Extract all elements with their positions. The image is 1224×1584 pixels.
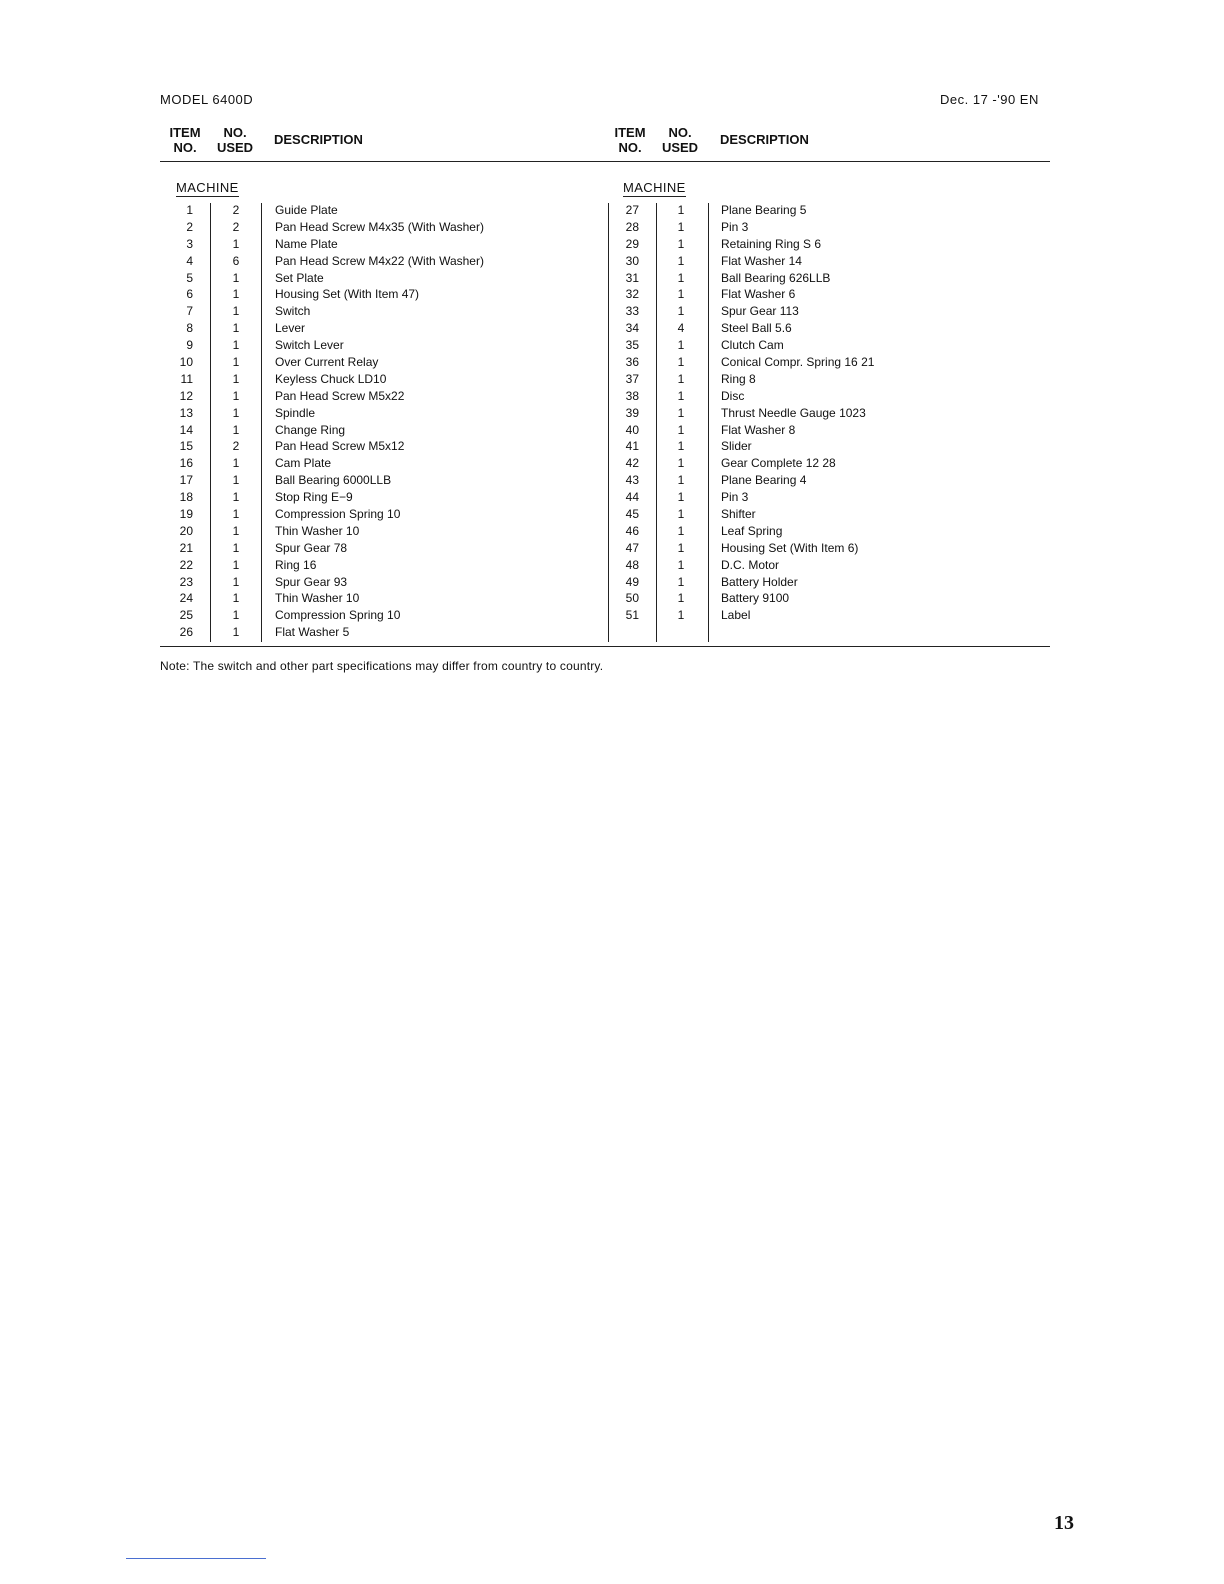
part-description: Conical Compr. Spring 16 21 — [721, 355, 875, 370]
part-description: Label — [721, 608, 751, 623]
item-number: 18 — [179, 490, 193, 505]
item-number: 7 — [186, 304, 193, 319]
item-number: 30 — [625, 253, 639, 268]
quantity-used: 1 — [677, 270, 685, 285]
part-description: Ball Bearing 626LLB — [721, 270, 831, 285]
part-description: Slider — [721, 439, 752, 454]
part-description: Spur Gear 113 — [721, 304, 799, 319]
item-number: 40 — [625, 422, 639, 437]
part-description: Flat Washer 8 — [721, 422, 796, 437]
quantity-used: 1 — [232, 523, 240, 538]
quantity-used: 1 — [677, 523, 685, 538]
item-number: 23 — [179, 574, 193, 589]
part-description: Shifter — [721, 507, 756, 522]
quantity-used: 1 — [677, 540, 685, 555]
quantity-used: 1 — [677, 253, 685, 268]
part-description: Disc — [721, 388, 745, 403]
item-number: 26 — [179, 625, 193, 640]
part-description: Flat Washer 5 — [275, 625, 350, 640]
quantity-used: 1 — [232, 422, 240, 437]
quantity-used: 1 — [232, 321, 240, 336]
quantity-used: 1 — [677, 355, 685, 370]
revision-date: Dec. 17 -'90 EN — [940, 92, 1039, 107]
footnote: Note: The switch and other part specifications may differ from country to country. — [160, 659, 604, 673]
item-number: 50 — [625, 591, 639, 606]
quantity-used: 1 — [677, 371, 685, 386]
item-number: 10 — [179, 355, 193, 370]
item-number: 42 — [625, 456, 639, 471]
page-number: 13 — [1054, 1512, 1074, 1534]
quantity-used: 1 — [677, 422, 685, 437]
header-no-used: NO. USED — [216, 125, 254, 155]
item-number: 49 — [625, 574, 639, 589]
item-number: 9 — [186, 338, 193, 353]
section-title: MACHINE — [176, 180, 239, 195]
item-number: 4 — [186, 253, 193, 268]
quantity-used: 2 — [232, 203, 240, 217]
part-description: Flat Washer 6 — [721, 287, 796, 302]
item-number: 8 — [186, 321, 193, 336]
part-description: Lever — [275, 321, 306, 336]
quantity-used: 1 — [677, 473, 685, 488]
part-description: Compression Spring 10 — [275, 507, 401, 522]
quantity-used: 1 — [232, 338, 240, 353]
quantity-used: 1 — [677, 574, 685, 589]
item-number: 6 — [186, 287, 193, 302]
part-description: Battery Holder — [721, 574, 798, 589]
item-number: 43 — [625, 473, 639, 488]
part-description: D.C. Motor — [721, 557, 780, 572]
header-no-used: NO. USED — [661, 125, 699, 155]
part-description: Steel Ball 5.6 — [721, 321, 792, 336]
header-description: DESCRIPTION — [720, 132, 809, 147]
item-number: 19 — [179, 507, 193, 522]
quantity-used: 1 — [232, 236, 240, 251]
quantity-used: 1 — [232, 456, 240, 471]
header-item-no: ITEM NO. — [169, 125, 201, 155]
quantity-used: 1 — [677, 608, 685, 623]
quantity-used: 1 — [232, 540, 240, 555]
part-description: Guide Plate — [275, 203, 338, 217]
quantity-used: 1 — [232, 388, 240, 403]
column-divider — [261, 203, 262, 642]
part-description: Plane Bearing 5 — [721, 203, 807, 217]
part-description: Keyless Chuck LD10 — [275, 371, 387, 386]
part-description: Thin Washer 10 — [275, 591, 360, 606]
part-description: Pan Head Screw M5x12 — [275, 439, 405, 454]
header-rule — [160, 161, 1050, 162]
quantity-used: 1 — [677, 219, 685, 234]
item-number: 47 — [625, 540, 639, 555]
part-description: Over Current Relay — [275, 355, 379, 370]
column-divider — [656, 203, 657, 642]
item-number: 28 — [625, 219, 639, 234]
part-description: Set Plate — [275, 270, 324, 285]
part-description: Gear Complete 12 28 — [721, 456, 836, 471]
quantity-used: 1 — [677, 507, 685, 522]
item-number: 24 — [179, 591, 193, 606]
quantity-used: 1 — [232, 355, 240, 370]
part-description: Switch Lever — [275, 338, 344, 353]
quantity-used: 1 — [232, 625, 240, 640]
item-number: 21 — [179, 540, 193, 555]
header-description: DESCRIPTION — [274, 132, 363, 147]
item-number: 35 — [625, 338, 639, 353]
column-divider — [708, 203, 709, 642]
footer-rule — [160, 646, 1050, 647]
part-description: Housing Set (With Item 6) — [721, 540, 859, 555]
quantity-used: 1 — [232, 591, 240, 606]
part-description: Retaining Ring S 6 — [721, 236, 822, 251]
quantity-used: 1 — [677, 287, 685, 302]
item-number: 25 — [179, 608, 193, 623]
item-number: 22 — [179, 557, 193, 572]
quantity-used: 1 — [677, 439, 685, 454]
quantity-used: 1 — [677, 388, 685, 403]
item-number: 11 — [180, 371, 193, 386]
item-number: 46 — [625, 523, 639, 538]
part-description: Spindle — [275, 405, 316, 420]
item-number: 48 — [625, 557, 639, 572]
item-number: 44 — [625, 490, 639, 505]
header-item-no: ITEM NO. — [614, 125, 646, 155]
part-description: Spur Gear 93 — [275, 574, 348, 589]
part-description: Name Plate — [275, 236, 338, 251]
quantity-used: 2 — [232, 219, 240, 234]
item-number: 16 — [179, 456, 193, 471]
quantity-used: 1 — [677, 236, 685, 251]
quantity-used: 1 — [232, 557, 240, 572]
quantity-used: 1 — [232, 473, 240, 488]
part-description: Thin Washer 10 — [275, 523, 360, 538]
item-number: 45 — [625, 507, 639, 522]
item-number: 17 — [179, 473, 193, 488]
part-description: Pan Head Screw M5x22 — [275, 388, 405, 403]
quantity-used: 1 — [232, 490, 240, 505]
quantity-used: 1 — [677, 338, 685, 353]
part-description: Spur Gear 78 — [275, 540, 348, 555]
quantity-used: 2 — [232, 439, 240, 454]
item-number: 15 — [179, 439, 193, 454]
item-number: 34 — [625, 321, 639, 336]
item-number: 27 — [625, 203, 639, 217]
model-label: MODEL 6400D — [160, 92, 254, 107]
footer-link-line — [126, 1558, 266, 1559]
item-number: 20 — [179, 523, 193, 538]
part-description: Plane Bearing 4 — [721, 473, 807, 488]
part-description: Ball Bearing 6000LLB — [275, 473, 392, 488]
part-description: Ring 16 — [275, 557, 317, 572]
quantity-used: 1 — [232, 371, 240, 386]
quantity-used: 1 — [232, 507, 240, 522]
section-title: MACHINE — [623, 180, 686, 195]
item-number: 39 — [625, 405, 639, 420]
item-number: 13 — [179, 405, 193, 420]
quantity-used: 1 — [677, 557, 685, 572]
item-number: 33 — [625, 304, 639, 319]
part-description: Leaf Spring — [721, 523, 783, 538]
item-number: 3 — [186, 236, 193, 251]
item-number: 41 — [625, 439, 639, 454]
part-description: Housing Set (With Item 47) — [275, 287, 420, 302]
part-description: Battery 9100 — [721, 591, 790, 606]
quantity-used: 6 — [232, 253, 240, 268]
part-description: Compression Spring 10 — [275, 608, 401, 623]
quantity-used: 1 — [677, 591, 685, 606]
item-number: 12 — [179, 388, 193, 403]
part-description: Change Ring — [275, 422, 346, 437]
quantity-used: 1 — [677, 490, 685, 505]
item-number: 31 — [625, 270, 639, 285]
item-number: 32 — [625, 287, 639, 302]
part-description: Thrust Needle Gauge 1023 — [721, 405, 866, 420]
quantity-used: 1 — [232, 608, 240, 623]
item-number: 38 — [625, 388, 639, 403]
quantity-used: 1 — [232, 304, 240, 319]
quantity-used: 1 — [232, 287, 240, 302]
part-description: Switch — [275, 304, 311, 319]
part-description: Pin 3 — [721, 490, 749, 505]
item-number: 5 — [186, 270, 193, 285]
column-divider — [210, 203, 211, 642]
item-number: 29 — [625, 236, 639, 251]
quantity-used: 1 — [232, 405, 240, 420]
part-description: Pin 3 — [721, 219, 749, 234]
part-description: Flat Washer 14 — [721, 253, 802, 268]
item-number: 37 — [625, 371, 639, 386]
item-number: 51 — [625, 608, 639, 623]
quantity-used: 1 — [677, 304, 685, 319]
item-number: 14 — [179, 422, 193, 437]
item-number: 2 — [186, 219, 193, 234]
part-description: Ring 8 — [721, 371, 756, 386]
part-description: Pan Head Screw M4x22 (With Washer) — [275, 253, 484, 268]
quantity-used: 1 — [677, 405, 685, 420]
quantity-used: 1 — [677, 456, 685, 471]
part-description: Cam Plate — [275, 456, 332, 471]
quantity-used: 4 — [677, 321, 685, 336]
part-description: Clutch Cam — [721, 338, 784, 353]
part-description: Stop Ring E−9 — [275, 490, 353, 505]
quantity-used: 1 — [232, 574, 240, 589]
item-number: 1 — [186, 203, 193, 217]
quantity-used: 1 — [677, 203, 685, 217]
part-description: Pan Head Screw M4x35 (With Washer) — [275, 219, 484, 234]
item-number: 36 — [625, 355, 639, 370]
quantity-used: 1 — [232, 270, 240, 285]
